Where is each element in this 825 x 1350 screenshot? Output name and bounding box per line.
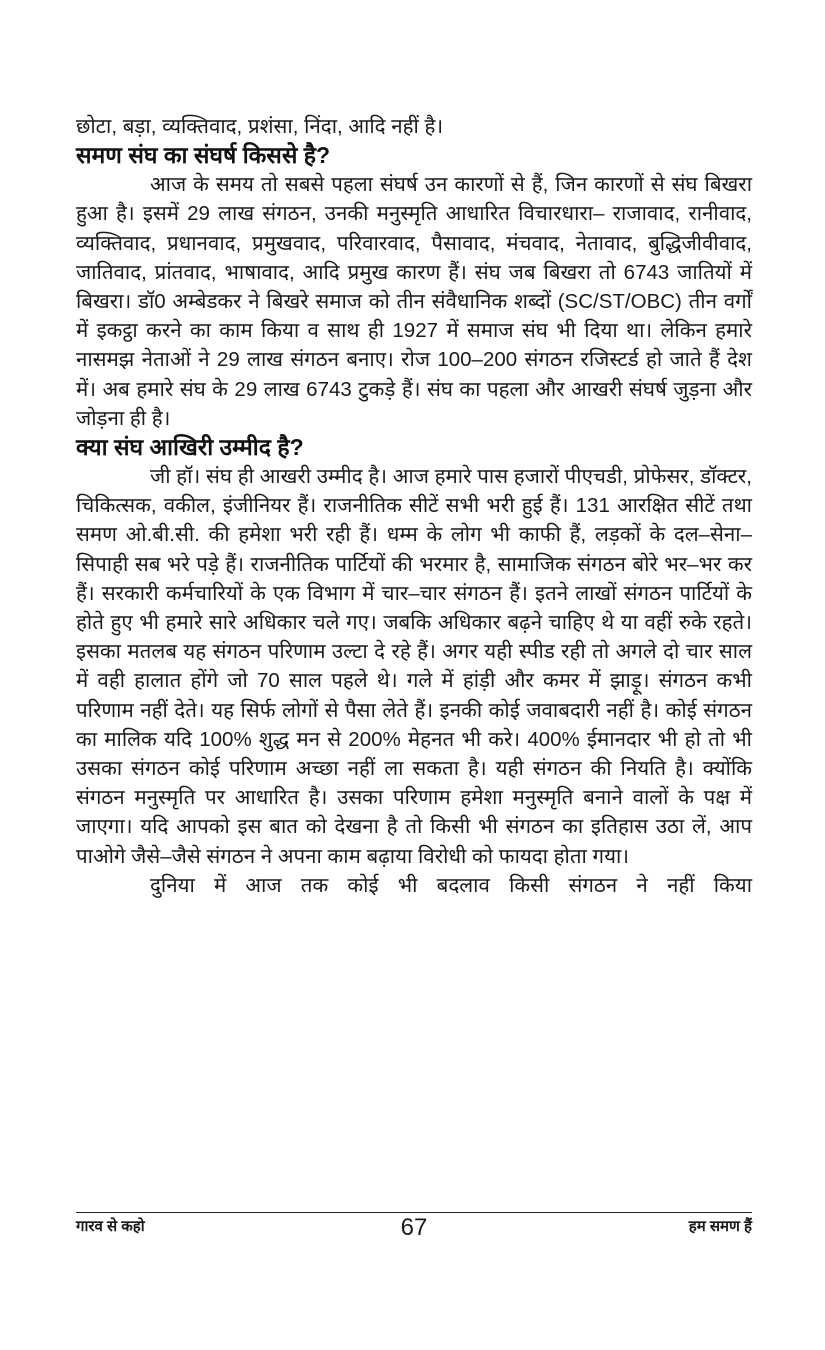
section-heading: समण संघ का संघर्ष किससे है? [76,142,331,169]
footer-tagline: हम समण हैं [688,1218,752,1235]
section-heading: क्या संघ आखिरी उम्मीद है? [76,434,304,461]
footer-book-title: गारव से कहो [76,1218,145,1235]
page-number: 67 [400,1214,428,1241]
paragraph: जी हॉ। संघ ही आखरी उम्मीद है। आज हमारे पास हजारों पीएचडी, प्रोफेसर, डॉक्टर, चिकित्सक, वकील, इंजीनियर हैं। राजनीतिक सीटें सभी भरी हुई हैं। 131 आरक्षित सीटें तथा समण ओ.बी.सी. की हमेशा भरी रही हैं। धम्म के लोग भी काफी हैं, लड़कों के दल–सेना–सिपाही सब भरे पड़े हैं। राजनीतिक पार्टियों की भरमार है, सामाजिक संगठन बोरे भर–भर कर हैं। सरकारी कर्मचारियों के एक विभाग में चार–चार संगठन हैं। इतने लाखों संगठन पार्टियों के होते हुए भी हमारे सारे अधिकार चले गए। जबकि अधिकार बढ़ने चाहिए थे या वहीं रुके रहते। इसका मतलब यह संगठन परिणाम उल्टा दे रहे हैं। अगर यही स्पीड रही तो अगले दो चार साल में वही हालात होंगे जो 70 साल पहले थे। गले में हांड़ी और कमर में झाड़ू। संगठन कभी परिणाम नहीं देते। यह सिर्फ लोगों से पैसा लेते हैं। इनकी कोई जवाबदारी नहीं है। कोई संगठन का मालिक यदि 100% शुद्ध मन से 200% मेहनत भी करे। 400% ईमानदार भी हो तो भी उसका संगठन कोई परिणाम अच्छा नहीं ला सकता है। यही संगठन की नियति है। क्योंकि संगठन मनुस्मृति पर आधारित है। उसका परिणाम हमेशा मनुस्मृति बनाने वालों के पक्ष में जाएगा। यदि आपको इस बात को देखना है तो किसी भी संगठन का इतिहास उठा लें, आप पाओगे जैसे–जैसे संगठन ने अपना काम बढ़ाया विरोधी को फायदा होता गया। [76,465,752,868]
paragraph: आज के समय तो सबसे पहला संघर्ष उन कारणों से हैं, जिन कारणों से संघ बिखरा हुआ है। इसमें 29 लाख संगठन, उनकी मनुस्मृति आधारित विचारधारा– राजावाद, रानीवाद, व्यक्तिवाद, प्रधानवाद, प्रमुखवाद, परिवारवाद, पैसावाद, मंचवाद, नेतावाद, बुद्धिजीवीवाद, जातिवाद, प्रांतवाद, भाषावाद, आदि प्रमुख कारण हैं। संघ जब बिखरा तो 6743 जातियों में बिखरा। डॉ0 अम्बेडकर ने बिखरे समाज को तीन संवैधानिक शब्दों (SC/ST/OBC) तीन वर्गों में इकट्ठा करने का काम किया व साथ ही 1927 में समाज संघ भी दिया था। लेकिन हमारे नासमझ नेताओं ने 29 लाख संगठन बनाए। रोज 100–200 संगठन रजिस्टर्ड हो जाते हैं देश में। अब हमारे संघ के 29 लाख 6743 टुकड़े हैं। संघ का पहला और आखरी संघर्ष जुड़ना और जोड़ना ही है। [76,173,752,430]
footer-divider [76,1212,752,1213]
paragraph-continues-next-page: दुनिया में आज तक कोई भी बदलाव किसी संगठन ने नहीं किया [150,873,752,897]
page-body [76,112,752,900]
paragraph-continuation: छोटा, बड़ा, व्यक्तिवाद, प्रशंसा, निंदा, आदि नहीं है। [76,115,444,138]
page-footer [76,1214,752,1244]
